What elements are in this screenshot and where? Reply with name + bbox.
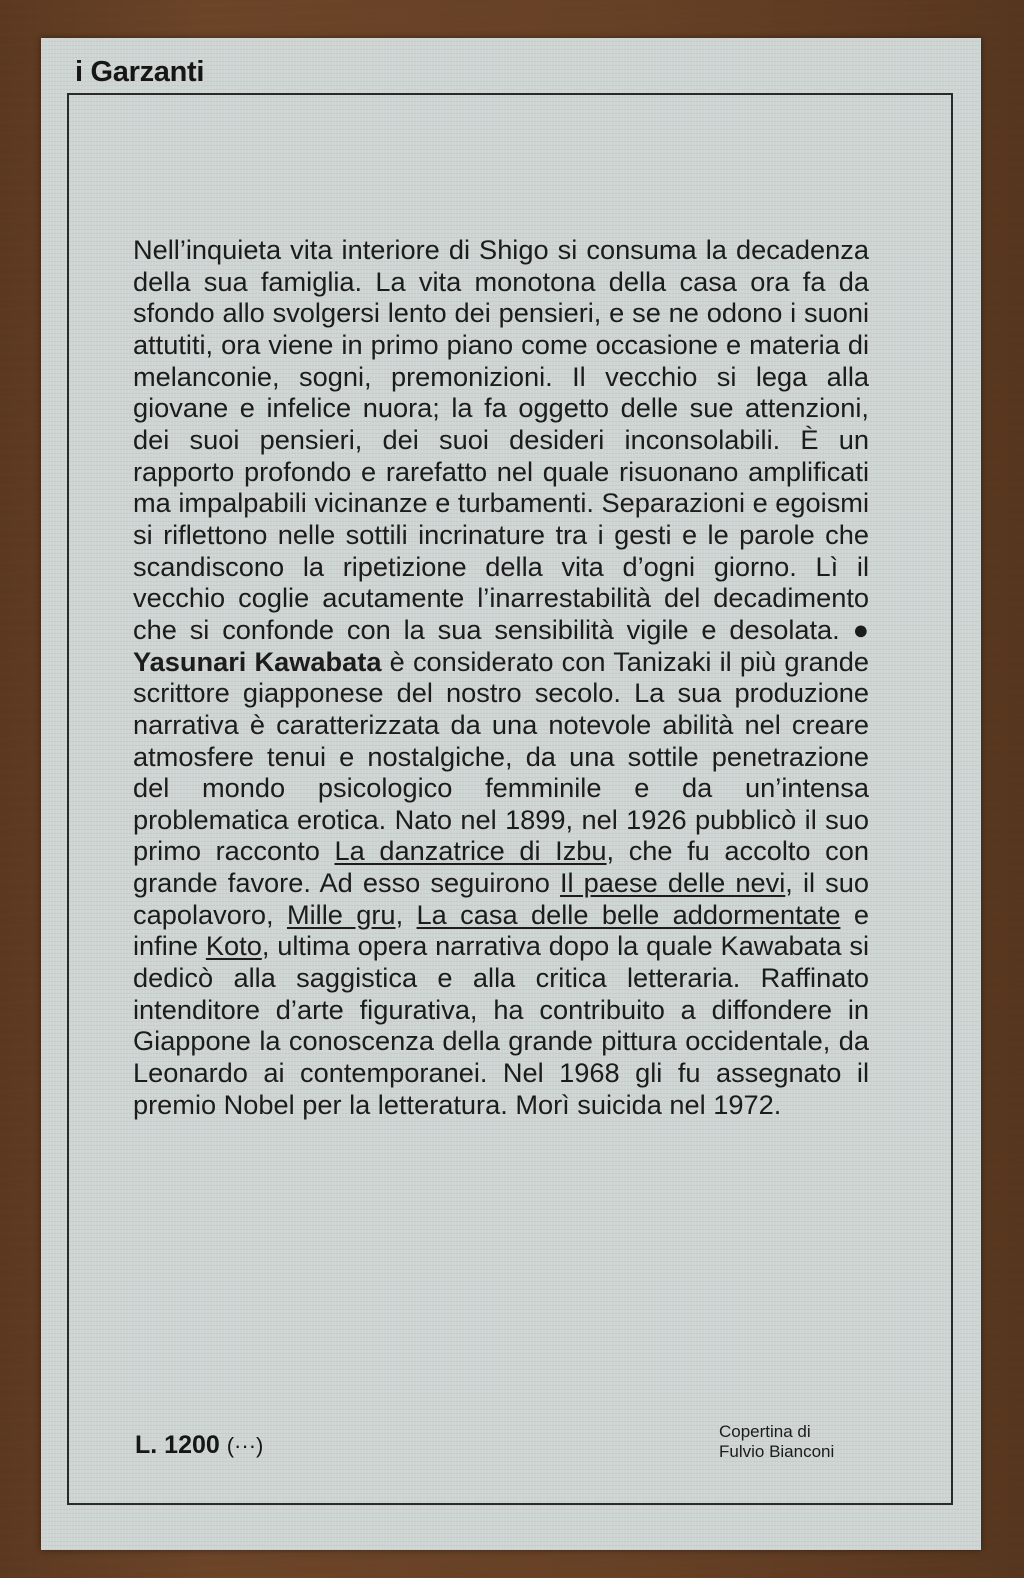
work-title: Il paese delle nevi xyxy=(559,867,786,899)
cover-credit-designer: Fulvio Bianconi xyxy=(719,1442,835,1461)
blurb-text-segment: , che fu accolto con grande favore. Ad esso seguirono xyxy=(133,835,869,899)
work-title: La casa delle belle addormentate xyxy=(416,898,841,930)
blurb-paragraph-plot: Nell’inquieta vita interiore di Shigo si consuma la decadenza della sua famiglia. La vita monotona della casa ora fa da sfondo allo svolgersi lento dei pensieri, e se ne odono i suoni attutiti, ora viene in primo piano come occasione e materia di melanconie, sogni, premonizioni. Il vecchio si lega alla giovane e infelice nuora; la fa oggetto delle sue attenzioni, dei suoi pensieri, dei suoi desideri inconsolabili. È un rapporto profondo e rarefatto nel quale risuonano amplificati ma impalpabili vicinanze e turbamenti. Separazioni e egoismi si riflettono nelle sottili incrinature tra i gesti e le parole che scandiscono la ripetizione della vita d’ogni giorno. Lì il vecchio coglie acutamente l’inarrestabilità del decadimento che si confonde con la sua sensibilità vigile e desolata. xyxy=(133,234,869,645)
book-back-cover xyxy=(41,38,981,1550)
work-title: Koto xyxy=(205,930,262,962)
price-suffix: (···) xyxy=(226,1433,264,1458)
cover-credit-line: Copertina di xyxy=(719,1422,811,1441)
price xyxy=(135,1431,263,1460)
bullet: ● xyxy=(852,613,870,645)
blurb-text-segment: , ultima opera narrativa dopo la quale Kawabata si dedicò alla saggistica e alla critica letteraria. Raffinato intenditore d’arte figurativa, ha contribuito a diffondere in Giappone la conoscenza della grande pittura occidentale, da Leonardo ai contemporanei. Nel 1968 gli fu assegnato il premio Nobel per la letteratura. Morì suicida nel 1972. xyxy=(133,930,869,1120)
blurb-text-segment: , il suo capolavoro, xyxy=(133,867,869,930)
blurb-author-bio: è considerato con Tanizaki il più grande scrittore giapponese del nostro secolo. La sua produzione narrativa è caratterizzata da una notevole abilità nel creare atmosfere tenui e nostalgiche, da una sottile penetrazione del mondo psicologico femminile e da un’intensa problematica erotica. Nato nel 1899, nel 1926 pubblicò il suo primo racconto xyxy=(133,645,869,867)
work-title: La danzatrice di Izbu xyxy=(334,835,607,867)
publisher-logo: i Garzanti xyxy=(75,56,205,88)
work-title: Mille gru xyxy=(286,898,396,930)
cover-credit xyxy=(719,1422,834,1462)
blurb-text-segment: , xyxy=(395,898,404,930)
blurb-text-segment: e infine xyxy=(133,898,869,962)
blurb-text xyxy=(133,234,869,1120)
author-name: Yasunari Kawabata xyxy=(133,645,382,677)
price-label: L. 1200 xyxy=(135,1431,220,1459)
